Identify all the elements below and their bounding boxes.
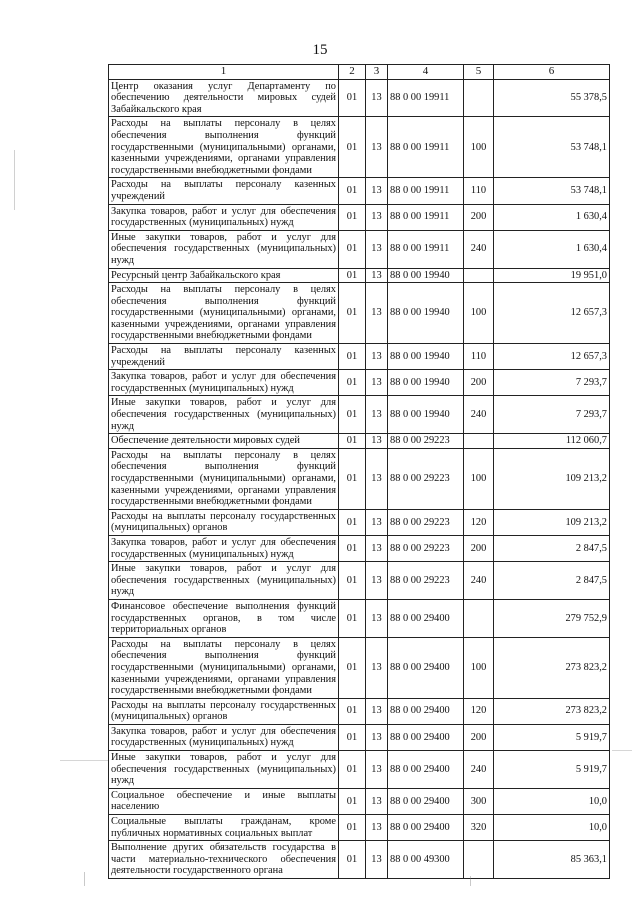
target-article-cell: 88 0 00 29400 xyxy=(388,815,464,841)
subsection-code-cell: 13 xyxy=(366,268,388,283)
expense-type-cell: 200 xyxy=(464,370,494,396)
subsection-code-cell: 13 xyxy=(366,434,388,449)
subsection-code-cell: 13 xyxy=(366,283,388,344)
target-article-cell: 88 0 00 19940 xyxy=(388,370,464,396)
section-code-cell: 01 xyxy=(339,448,366,509)
header-cell: 5 xyxy=(464,65,494,80)
amount-cell: 12 657,3 xyxy=(494,344,610,370)
section-code-cell: 01 xyxy=(339,396,366,434)
row-name-cell: Ресурсный центр Забайкальского края xyxy=(109,268,339,283)
expense-type-cell: 120 xyxy=(464,509,494,535)
amount-cell: 109 213,2 xyxy=(494,448,610,509)
section-code-cell: 01 xyxy=(339,815,366,841)
target-article-cell: 88 0 00 19940 xyxy=(388,344,464,370)
row-name-cell: Центр оказания услуг Департаменту по обеспечению деятельности мировых судей Забайкальского края xyxy=(109,79,339,117)
amount-cell: 12 657,3 xyxy=(494,283,610,344)
section-code-cell: 01 xyxy=(339,283,366,344)
expense-type-cell xyxy=(464,268,494,283)
target-article-cell: 88 0 00 29400 xyxy=(388,724,464,750)
amount-cell: 7 293,7 xyxy=(494,370,610,396)
section-code-cell: 01 xyxy=(339,599,366,637)
row-name-cell: Закупка товаров, работ и услуг для обеспечения государственных (муниципальных) нужд xyxy=(109,370,339,396)
table-row xyxy=(109,434,610,449)
scan-artifact xyxy=(60,760,108,761)
target-article-cell: 88 0 00 19911 xyxy=(388,230,464,268)
scan-artifact xyxy=(612,750,632,751)
row-name-cell: Иные закупки товаров, работ и услуг для обеспечения государственных (муниципальных) нужд xyxy=(109,562,339,600)
expense-type-cell xyxy=(464,434,494,449)
row-name-cell: Закупка товаров, работ и услуг для обеспечения государственных (муниципальных) нужд xyxy=(109,204,339,230)
table-row xyxy=(109,344,610,370)
table-row xyxy=(109,751,610,789)
table-row xyxy=(109,698,610,724)
target-article-cell: 88 0 00 19940 xyxy=(388,396,464,434)
subsection-code-cell: 13 xyxy=(366,841,388,879)
row-name-cell: Расходы на выплаты персоналу в целях обеспечения выполнения функций государственными (муниципальными) органами, казенными учреждениями, органами управления государственными внебюджетными фондами xyxy=(109,117,339,178)
table-row xyxy=(109,117,610,178)
subsection-code-cell: 13 xyxy=(366,751,388,789)
row-name-cell: Расходы на выплаты персоналу в целях обеспечения выполнения функций государственными (муниципальными) органами, казенными учреждениями, органами управления государственными внебюджетными фондами xyxy=(109,637,339,698)
table-row xyxy=(109,788,610,814)
expense-type-cell: 200 xyxy=(464,204,494,230)
header-cell: 2 xyxy=(339,65,366,80)
header-row xyxy=(109,65,610,80)
amount-cell: 53 748,1 xyxy=(494,178,610,204)
row-name-cell: Иные закупки товаров, работ и услуг для обеспечения государственных (муниципальных) нужд xyxy=(109,751,339,789)
target-article-cell: 88 0 00 29400 xyxy=(388,788,464,814)
subsection-code-cell: 13 xyxy=(366,815,388,841)
amount-cell: 273 823,2 xyxy=(494,637,610,698)
expense-type-cell xyxy=(464,841,494,879)
row-name-cell: Закупка товаров, работ и услуг для обеспечения государственных (муниципальных) нужд xyxy=(109,724,339,750)
subsection-code-cell: 13 xyxy=(366,117,388,178)
target-article-cell: 88 0 00 29223 xyxy=(388,509,464,535)
target-article-cell: 88 0 00 29223 xyxy=(388,562,464,600)
amount-cell: 55 378,5 xyxy=(494,79,610,117)
target-article-cell: 88 0 00 29223 xyxy=(388,448,464,509)
target-article-cell: 88 0 00 29400 xyxy=(388,637,464,698)
target-article-cell: 88 0 00 19911 xyxy=(388,204,464,230)
section-code-cell: 01 xyxy=(339,370,366,396)
amount-cell: 85 363,1 xyxy=(494,841,610,879)
target-article-cell: 88 0 00 19911 xyxy=(388,117,464,178)
row-name-cell: Иные закупки товаров, работ и услуг для обеспечения государственных (муниципальных) нужд xyxy=(109,230,339,268)
section-code-cell: 01 xyxy=(339,204,366,230)
target-article-cell: 88 0 00 49300 xyxy=(388,841,464,879)
row-name-cell: Расходы на выплаты персоналу государственных (муниципальных) органов xyxy=(109,698,339,724)
amount-cell: 5 919,7 xyxy=(494,724,610,750)
subsection-code-cell: 13 xyxy=(366,535,388,561)
table-row xyxy=(109,79,610,117)
header-cell: 4 xyxy=(388,65,464,80)
expense-type-cell: 240 xyxy=(464,396,494,434)
scan-artifact xyxy=(470,876,471,886)
scan-artifact xyxy=(84,872,85,886)
row-name-cell: Расходы на выплаты персоналу казенных учреждений xyxy=(109,344,339,370)
table-row xyxy=(109,204,610,230)
subsection-code-cell: 13 xyxy=(366,79,388,117)
subsection-code-cell: 13 xyxy=(366,204,388,230)
page-number: 15 xyxy=(312,42,328,58)
expense-type-cell: 320 xyxy=(464,815,494,841)
row-name-cell: Социальное обеспечение и иные выплаты населению xyxy=(109,788,339,814)
target-article-cell: 88 0 00 19940 xyxy=(388,268,464,283)
table-row xyxy=(109,562,610,600)
amount-cell: 2 847,5 xyxy=(494,535,610,561)
row-name-cell: Расходы на выплаты персоналу государственных (муниципальных) органов xyxy=(109,509,339,535)
section-code-cell: 01 xyxy=(339,344,366,370)
amount-cell: 109 213,2 xyxy=(494,509,610,535)
row-name-cell: Расходы на выплаты персоналу казенных учреждений xyxy=(109,178,339,204)
budget-table xyxy=(108,64,610,879)
section-code-cell: 01 xyxy=(339,841,366,879)
expense-type-cell: 240 xyxy=(464,562,494,600)
subsection-code-cell: 13 xyxy=(366,599,388,637)
expense-type-cell: 110 xyxy=(464,344,494,370)
amount-cell: 1 630,4 xyxy=(494,204,610,230)
section-code-cell: 01 xyxy=(339,698,366,724)
row-name-cell: Обеспечение деятельности мировых судей xyxy=(109,434,339,449)
row-name-cell: Иные закупки товаров, работ и услуг для обеспечения государственных (муниципальных) нужд xyxy=(109,396,339,434)
subsection-code-cell: 13 xyxy=(366,637,388,698)
table-row xyxy=(109,815,610,841)
subsection-code-cell: 13 xyxy=(366,698,388,724)
target-article-cell: 88 0 00 29223 xyxy=(388,535,464,561)
table-row xyxy=(109,178,610,204)
section-code-cell: 01 xyxy=(339,751,366,789)
expense-type-cell xyxy=(464,599,494,637)
section-code-cell: 01 xyxy=(339,788,366,814)
amount-cell: 279 752,9 xyxy=(494,599,610,637)
subsection-code-cell: 13 xyxy=(366,230,388,268)
amount-cell: 10,0 xyxy=(494,815,610,841)
section-code-cell: 01 xyxy=(339,637,366,698)
section-code-cell: 01 xyxy=(339,434,366,449)
expense-type-cell: 100 xyxy=(464,448,494,509)
expense-type-cell: 240 xyxy=(464,230,494,268)
amount-cell: 112 060,7 xyxy=(494,434,610,449)
expense-type-cell: 110 xyxy=(464,178,494,204)
amount-cell: 273 823,2 xyxy=(494,698,610,724)
expense-type-cell xyxy=(464,79,494,117)
amount-cell: 19 951,0 xyxy=(494,268,610,283)
subsection-code-cell: 13 xyxy=(366,509,388,535)
amount-cell: 7 293,7 xyxy=(494,396,610,434)
table-row xyxy=(109,637,610,698)
row-name-cell: Финансовое обеспечение выполнения функций государственных органов, в том числе территориальных органов xyxy=(109,599,339,637)
table-row xyxy=(109,448,610,509)
target-article-cell: 88 0 00 19911 xyxy=(388,178,464,204)
expense-type-cell: 300 xyxy=(464,788,494,814)
amount-cell: 5 919,7 xyxy=(494,751,610,789)
amount-cell: 2 847,5 xyxy=(494,562,610,600)
target-article-cell: 88 0 00 19940 xyxy=(388,283,464,344)
table-row xyxy=(109,230,610,268)
table-row xyxy=(109,841,610,879)
section-code-cell: 01 xyxy=(339,268,366,283)
section-code-cell: 01 xyxy=(339,230,366,268)
subsection-code-cell: 13 xyxy=(366,788,388,814)
expense-type-cell: 100 xyxy=(464,283,494,344)
table-row xyxy=(109,535,610,561)
subsection-code-cell: 13 xyxy=(366,562,388,600)
table-row xyxy=(109,509,610,535)
target-article-cell: 88 0 00 29400 xyxy=(388,599,464,637)
header-cell: 3 xyxy=(366,65,388,80)
amount-cell: 53 748,1 xyxy=(494,117,610,178)
expense-type-cell: 200 xyxy=(464,724,494,750)
target-article-cell: 88 0 00 29400 xyxy=(388,698,464,724)
table-row xyxy=(109,599,610,637)
amount-cell: 10,0 xyxy=(494,788,610,814)
section-code-cell: 01 xyxy=(339,79,366,117)
row-name-cell: Расходы на выплаты персоналу в целях обеспечения выполнения функций государственными (муниципальными) органами, казенными учреждениями, органами управления государственными внебюджетными фондами xyxy=(109,283,339,344)
target-article-cell: 88 0 00 29223 xyxy=(388,434,464,449)
section-code-cell: 01 xyxy=(339,562,366,600)
target-article-cell: 88 0 00 29400 xyxy=(388,751,464,789)
expense-type-cell: 100 xyxy=(464,117,494,178)
scan-artifact xyxy=(14,150,15,210)
table-row xyxy=(109,724,610,750)
subsection-code-cell: 13 xyxy=(366,724,388,750)
row-name-cell: Расходы на выплаты персоналу в целях обеспечения выполнения функций государственными (муниципальными) органами, казенными учреждениями, органами управления государственными внебюджетными фондами xyxy=(109,448,339,509)
section-code-cell: 01 xyxy=(339,509,366,535)
target-article-cell: 88 0 00 19911 xyxy=(388,79,464,117)
row-name-cell: Выполнение других обязательств государства в части материально-технического обеспечения деятельности государственного органа xyxy=(109,841,339,879)
section-code-cell: 01 xyxy=(339,178,366,204)
subsection-code-cell: 13 xyxy=(366,370,388,396)
table-row xyxy=(109,396,610,434)
subsection-code-cell: 13 xyxy=(366,448,388,509)
subsection-code-cell: 13 xyxy=(366,344,388,370)
table-row xyxy=(109,283,610,344)
table-row xyxy=(109,370,610,396)
section-code-cell: 01 xyxy=(339,724,366,750)
header-cell: 1 xyxy=(109,65,339,80)
subsection-code-cell: 13 xyxy=(366,396,388,434)
expense-type-cell: 100 xyxy=(464,637,494,698)
section-code-cell: 01 xyxy=(339,117,366,178)
row-name-cell: Социальные выплаты гражданам, кроме публичных нормативных социальных выплат xyxy=(109,815,339,841)
amount-cell: 1 630,4 xyxy=(494,230,610,268)
row-name-cell: Закупка товаров, работ и услуг для обеспечения государственных (муниципальных) нужд xyxy=(109,535,339,561)
section-code-cell: 01 xyxy=(339,535,366,561)
expense-type-cell: 200 xyxy=(464,535,494,561)
header-cell: 6 xyxy=(494,65,610,80)
subsection-code-cell: 13 xyxy=(366,178,388,204)
expense-type-cell: 120 xyxy=(464,698,494,724)
table-row xyxy=(109,268,610,283)
expense-type-cell: 240 xyxy=(464,751,494,789)
